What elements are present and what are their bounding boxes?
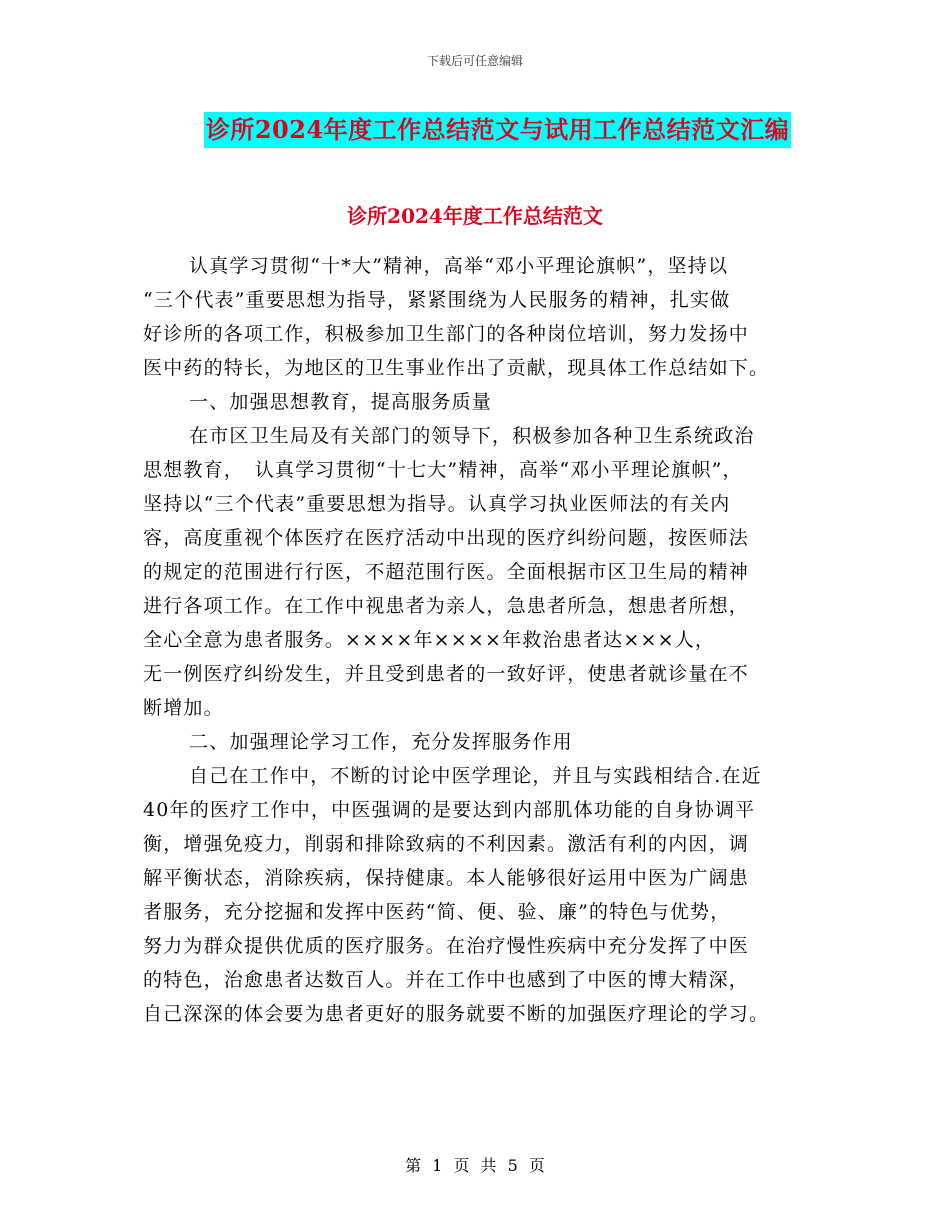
page-number-footer: 第 1 页 共 5 页	[405, 1156, 545, 1175]
paragraph-line: 努力为群众提供优质的医疗服务。在治疗慢性疾病中充分发挥了中医	[143, 935, 750, 957]
paragraph-line: 自己深深的体会要为患者更好的服务就要不断的加强医疗理论的学习。	[143, 1003, 770, 1025]
section-heading-1: 一、加强思想教育，提高服务质量	[189, 391, 493, 413]
page-header-note: 下载后可任意编辑	[426, 54, 523, 68]
section-heading-2: 二、加强理论学习工作，充分发挥服务作用	[189, 731, 573, 753]
document-body	[143, 249, 808, 1031]
paragraph-line: 坚持以“三个代表”重要思想为指导。认真学习执业医师法的有关内	[143, 493, 731, 515]
document-title-container	[0, 112, 950, 148]
paragraph-line: 容，高度重视个体医疗在医疗活动中出现的医疗纠纷问题，按医师法	[143, 527, 750, 549]
paragraph-line: 的规定的范围进行行医，不超范围行医。全面根据市区卫生局的精神	[143, 561, 750, 583]
document-title: 诊所2024年度工作总结范文与试用工作总结范文汇编	[204, 112, 791, 148]
paragraph-line: 衡，增强免疫力，削弱和排除致病的不利因素。激活有利的内因，调	[143, 833, 750, 855]
section-title: 诊所2024年度工作总结范文	[347, 204, 603, 228]
paragraph-line: 40年的医疗工作中，中医强调的是要达到内部肌体功能的自身协调平	[143, 799, 756, 821]
paragraph-line: 自己在工作中，不断的讨论中医学理论，并且与实践相结合.在近	[189, 765, 762, 787]
paragraph-line: 断增加。	[143, 697, 224, 719]
paragraph-line: 无一例医疗纠纷发生，并且受到患者的一致好评，使患者就诊量在不	[143, 663, 750, 685]
paragraph-line: “三个代表”重要思想为指导，紧紧围绕为人民服务的精神，扎实做	[143, 289, 731, 311]
paragraph-line: 医中药的特长，为地区的卫生事业作出了贡献，现具体工作总结如下。	[143, 357, 770, 379]
paragraph-line: 解平衡状态，消除疾病，保持健康。本人能够很好运用中医为广阔患	[143, 867, 750, 889]
paragraph-line: 认真学习贯彻“十*大”精神，高举“邓小平理论旗帜”，坚持以	[189, 255, 729, 277]
paragraph-line: 者服务，充分挖掘和发挥中医药“简、便、验、廉”的特色与优势，	[143, 901, 731, 923]
paragraph-line: 的特色，治愈患者达数百人。并在工作中也感到了中医的博大精深，	[143, 969, 750, 991]
paragraph-line: 全心全意为患者服务。××××年××××年救治患者达×××人，	[143, 629, 716, 651]
paragraph-line: 进行各项工作。在工作中视患者为亲人，急患者所急，想患者所想，	[143, 595, 750, 617]
paragraph-line: 好诊所的各项工作，积极参加卫生部门的各种岗位培训，努力发扬中	[143, 323, 750, 345]
paragraph-line: 在市区卫生局及有关部门的领导下，积极参加各种卫生系统政治	[189, 425, 755, 447]
paragraph-line: 思想教育， 认真学习贯彻“十七大”精神，高举“邓小平理论旗帜”，	[143, 459, 743, 481]
